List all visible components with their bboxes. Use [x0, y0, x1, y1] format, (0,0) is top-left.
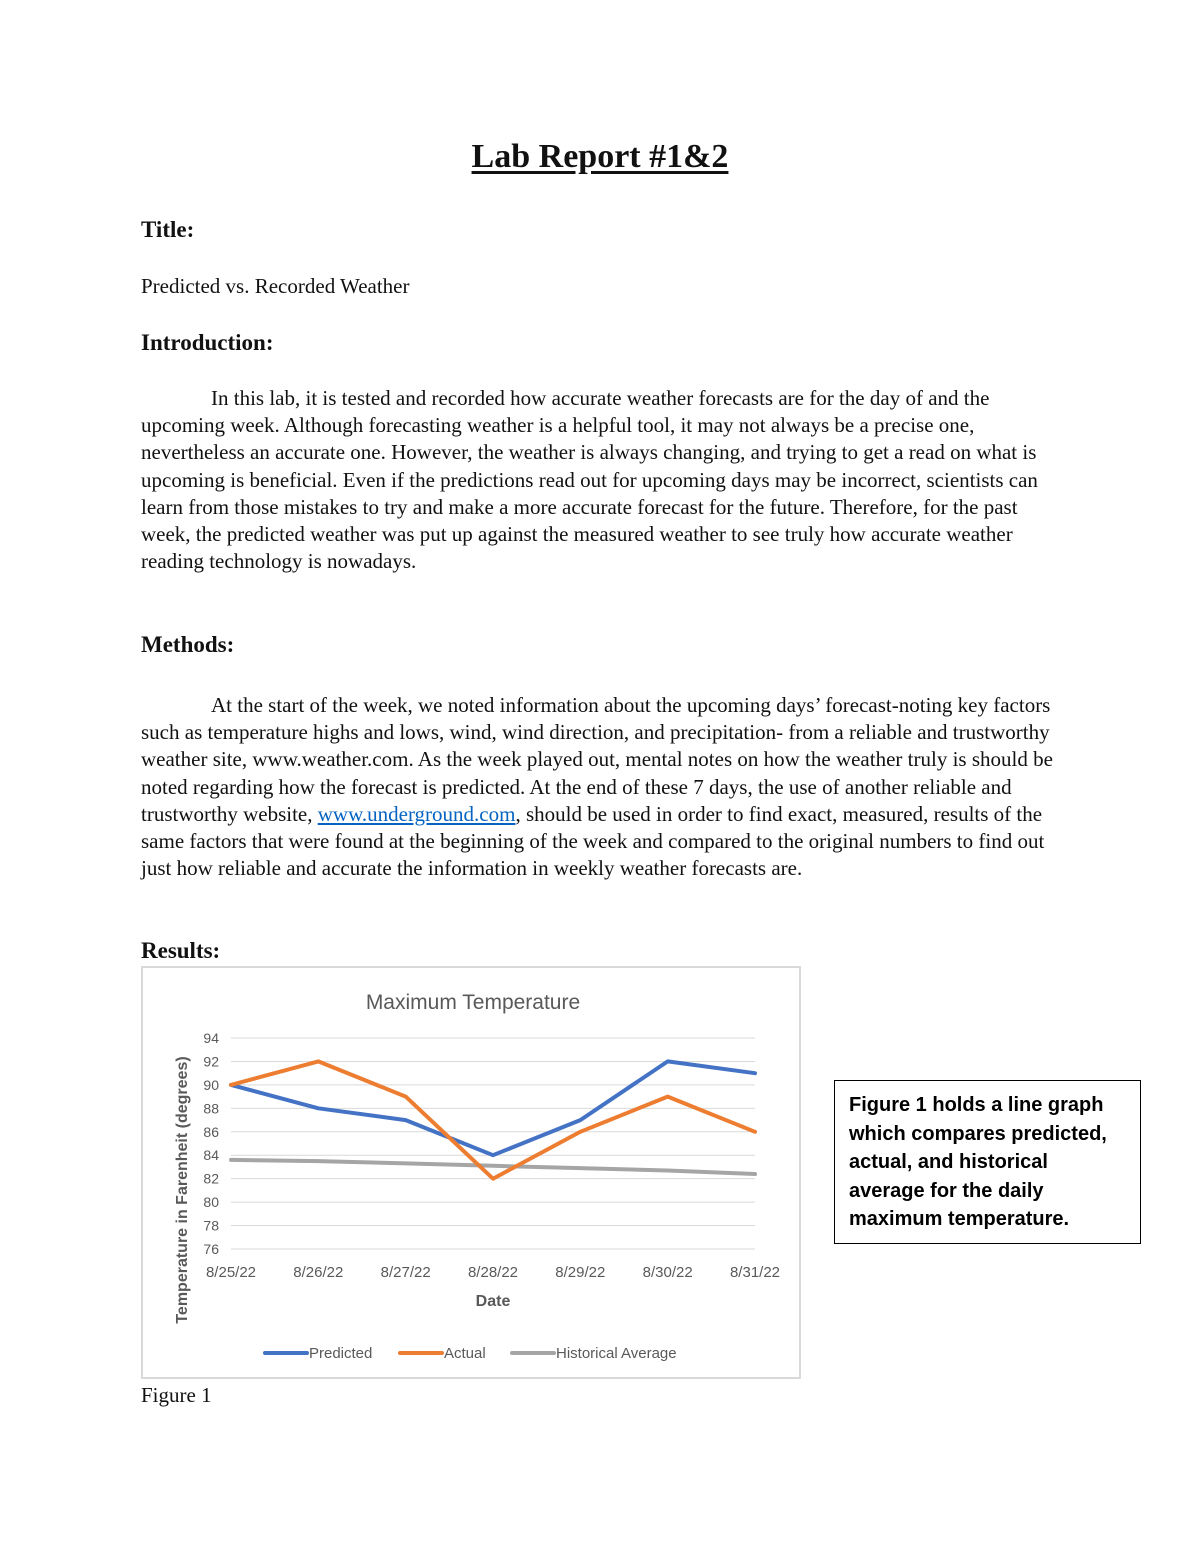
x-tick-label: 8/29/22	[555, 1264, 606, 1281]
legend-label: Actual	[444, 1345, 486, 1362]
methods-paragraph	[141, 692, 1066, 882]
y-tick-label: 76	[203, 1241, 219, 1257]
x-tick-label: 8/26/22	[293, 1264, 344, 1281]
figure-label: Figure 1	[141, 1383, 212, 1407]
title-text: Predicted vs. Recorded Weather	[141, 274, 410, 298]
series-line-historical-average	[231, 1160, 755, 1174]
introduction-heading: Introduction:	[141, 330, 274, 355]
methods-heading: Methods:	[141, 632, 235, 657]
x-tick-label: 8/27/22	[380, 1264, 431, 1281]
methods-text-part-1: At the start of the week, we noted information about the upcoming days’ forecast-noting key factors such as temperature highs and lows, wind, wind direction, and precipitation- from a reliable and trustworthy weather site, www.weather.com. As the week played out, mental notes on how the weather truly is should be noted regarding how the forecast is predicted. At the end of these 7 days, the use of another reliable and trustworthy website,	[141, 693, 1053, 826]
legend-label: Historical Average	[556, 1345, 677, 1362]
x-tick-label: 8/30/22	[642, 1264, 693, 1281]
results-heading: Results:	[141, 938, 221, 963]
page-title: Lab Report #1&2	[471, 138, 729, 175]
y-tick-label: 82	[203, 1170, 219, 1187]
introduction-paragraph: In this lab, it is tested and recorded how accurate weather forecasts are for the day of and the upcoming week. Although forecasting weather is a helpful tool, it may not always be a precise one, nevertheless an accurate one. However, the weather is always changing, and trying to get a read on what is upcoming is beneficial. Even if the predictions read out for upcoming days may be incorrect, scientists can learn from those mistakes to try and make a more accurate forecast for the future. Therefore, for the past week, the predicted weather was put up against the measured weather to see truly how accurate weather reading technology is nowadays.	[141, 386, 1038, 574]
underground-link[interactable]: www.underground.com	[317, 801, 516, 826]
y-tick-label: 90	[203, 1076, 219, 1093]
chart-canvas	[143, 968, 799, 1377]
x-tick-label: 8/28/22	[467, 1264, 519, 1281]
legend-label: Predicted	[309, 1345, 373, 1362]
y-tick-label: 84	[203, 1147, 219, 1164]
y-tick-label: 80	[203, 1194, 219, 1211]
y-tick-label: 88	[203, 1100, 219, 1117]
y-axis-title: Temperature in Farenheit (degrees)	[174, 1056, 191, 1324]
methods-text-part-2: , should be used in order to find exact, measured, results of the same factors that were found at the beginning of the week and compared to the original numbers to find out just how reliable and accurate the information in weekly weather forecasts are.	[141, 801, 1045, 881]
x-axis-title: Date	[475, 1293, 511, 1310]
y-tick-label: 94	[203, 1030, 219, 1046]
chart-title: Maximum Temperature	[365, 991, 581, 1014]
x-tick-label: 8/25/22	[205, 1264, 257, 1281]
y-tick-label: 92	[203, 1053, 219, 1070]
y-tick-label: 78	[203, 1217, 219, 1234]
maximum-temperature-chart	[141, 966, 801, 1379]
title-heading: Title:	[141, 217, 195, 242]
y-tick-label: 86	[203, 1123, 219, 1140]
x-tick-label: 8/31/22	[729, 1264, 781, 1281]
figure-caption-box: Figure 1 holds a line graph which compares predicted, actual, and historical average for the daily maximum temperature.	[834, 1080, 1141, 1244]
